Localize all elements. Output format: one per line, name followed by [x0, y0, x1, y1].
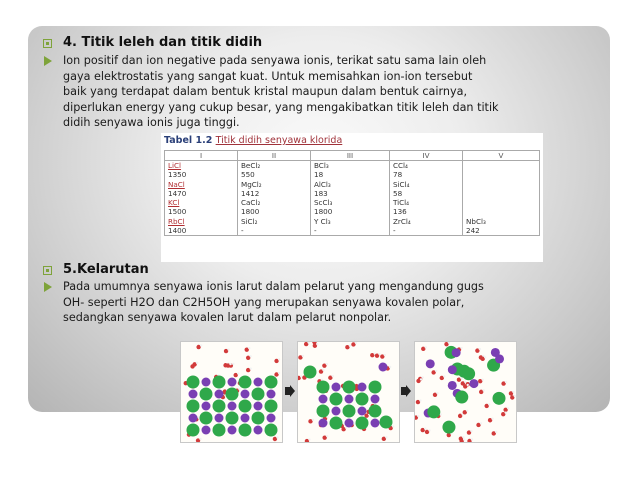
- table-cell: AlCl₃: [311, 180, 390, 189]
- table-cell: 58: [390, 189, 463, 198]
- square-bullet-icon: [43, 266, 52, 275]
- water-hydrogen: [199, 438, 201, 440]
- column-header: IV: [390, 151, 463, 161]
- chloride-ion: [213, 400, 226, 413]
- water-hydrogen: [389, 366, 391, 368]
- water-hydrogen: [467, 384, 469, 386]
- table-cell: CCl₄: [390, 161, 463, 171]
- table-cell: -: [390, 226, 463, 236]
- chloride-ion: [252, 388, 265, 401]
- paragraph-line: Pada umumnya senyawa ionis larut dalam pelarut yang mengandung gugs: [63, 280, 484, 293]
- chloride-ion: [462, 367, 475, 380]
- water-hydrogen: [302, 355, 304, 357]
- chloride-ion: [187, 424, 200, 437]
- water-hydrogen: [316, 343, 318, 345]
- water-hydrogen: [462, 436, 464, 438]
- table-row: [165, 226, 540, 236]
- sodium-ion: [215, 390, 224, 399]
- chloride-ion: [493, 392, 506, 405]
- water-hydrogen: [512, 391, 514, 393]
- table-cell: -: [311, 226, 390, 236]
- sodium-ion: [426, 359, 435, 368]
- water-hydrogen: [420, 378, 422, 380]
- table-cell: 1800: [238, 207, 311, 216]
- sodium-ion: [358, 383, 367, 392]
- table-cell: [463, 207, 540, 216]
- chloride-ion: [304, 366, 317, 379]
- water-hydrogen: [278, 372, 280, 374]
- sodium-ion: [202, 426, 211, 435]
- table-cell: RbCl: [165, 217, 238, 226]
- water-hydrogen: [460, 347, 462, 349]
- sodium-ion: [202, 378, 211, 387]
- water-hydrogen: [424, 427, 426, 429]
- sodium-ion: [215, 414, 224, 423]
- water-hydrogen: [505, 381, 507, 383]
- table-cell: 18: [311, 170, 390, 179]
- paragraph-line: Ion positif dan ion negative pada senyawa ionis, terikat satu sama lain oleh: [63, 54, 487, 67]
- table-row: [165, 180, 540, 189]
- water-hydrogen: [232, 363, 234, 365]
- table-cell: SiCl₂: [238, 217, 311, 226]
- water-hydrogen: [466, 410, 468, 412]
- chloride-ion: [380, 416, 393, 429]
- sodium-ion: [332, 383, 341, 392]
- sodium-ion: [254, 402, 263, 411]
- chloride-ion: [317, 381, 330, 394]
- table-row: [165, 198, 540, 207]
- water-hydrogen: [417, 415, 419, 417]
- water-hydrogen: [308, 438, 310, 440]
- water-hydrogen: [238, 388, 240, 390]
- water-hydrogen: [392, 425, 394, 427]
- chloride-ion: [213, 424, 226, 437]
- dissolution-image-3: [414, 341, 517, 443]
- table-cell: KCl: [165, 198, 238, 207]
- arrow-bullet-icon: [44, 282, 52, 292]
- table-header-row: [165, 151, 540, 161]
- sodium-ion: [189, 414, 198, 423]
- water-hydrogen: [378, 353, 380, 355]
- water-hydrogen: [249, 367, 251, 369]
- table-cell: NbCl₃: [463, 217, 540, 226]
- table-cell: BCl₃: [311, 161, 390, 171]
- table-cell: 1470: [165, 189, 238, 198]
- table-cell: 136: [390, 207, 463, 216]
- chloride-boiling-point-table: [161, 133, 543, 262]
- water-hydrogen: [463, 438, 465, 440]
- sodium-ion: [228, 378, 237, 387]
- water-hydrogen: [196, 362, 198, 364]
- water-hydrogen: [495, 431, 497, 433]
- table-cell: NaCl: [165, 180, 238, 189]
- chloride-ion: [427, 405, 440, 418]
- chloride-ion: [369, 405, 382, 418]
- sodium-ion: [491, 348, 500, 357]
- chloride-ion: [239, 400, 252, 413]
- water-hydrogen: [483, 389, 485, 391]
- arrow-bullet-icon: [44, 56, 52, 66]
- sodium-ion: [267, 390, 276, 399]
- sodium-ion: [267, 414, 276, 423]
- table-row: [165, 170, 540, 179]
- table-cell: 1412: [238, 189, 311, 198]
- chloride-ion: [442, 421, 455, 434]
- sodium-ion: [448, 365, 457, 374]
- water-hydrogen: [443, 375, 445, 377]
- table-cell: TiCl₄: [390, 198, 463, 207]
- table-cell: [463, 161, 540, 171]
- table-cell: CaCl₂: [238, 198, 311, 207]
- table-title: [164, 135, 342, 146]
- table-cell: 1400: [165, 226, 238, 236]
- table-cell: -: [238, 226, 311, 236]
- table-cell: [463, 170, 540, 179]
- table-cell: [463, 180, 540, 189]
- sodium-ion: [469, 379, 478, 388]
- chloride-ion: [252, 412, 265, 425]
- table-row: [165, 161, 540, 171]
- sodium-ion: [358, 407, 367, 416]
- water-hydrogen: [419, 399, 421, 401]
- water-hydrogen: [312, 419, 314, 421]
- chloride-ion: [369, 381, 382, 394]
- chloride-ion: [239, 376, 252, 389]
- water-hydrogen: [300, 375, 302, 377]
- chloride-ion: [356, 417, 369, 430]
- table-cell: Y Cl₃: [311, 217, 390, 226]
- water-hydrogen: [237, 372, 239, 374]
- water-hydrogen: [227, 348, 229, 350]
- water-hydrogen: [425, 346, 427, 348]
- water-hydrogen: [276, 436, 278, 438]
- sodium-ion: [448, 381, 457, 390]
- water-hydrogen: [514, 395, 516, 397]
- section-2-paragraph: [63, 279, 484, 326]
- sodium-ion: [319, 419, 328, 428]
- sodium-ion: [228, 402, 237, 411]
- right-arrow-icon: [401, 385, 411, 397]
- water-hydrogen: [322, 369, 324, 371]
- sodium-ion: [371, 395, 380, 404]
- chloride-ion: [343, 381, 356, 394]
- data-table: [164, 150, 540, 236]
- water-hydrogen: [436, 392, 438, 394]
- sodium-ion: [202, 402, 211, 411]
- paragraph-line: gaya elektrostatis yang sangat kuat. Untuk memisahkan ion-ion tersebut: [63, 69, 473, 83]
- chloride-ion: [265, 400, 278, 413]
- water-hydrogen: [435, 370, 437, 372]
- sodium-ion: [254, 378, 263, 387]
- water-hydrogen: [507, 407, 509, 409]
- water-hydrogen: [349, 345, 351, 347]
- right-arrow-icon: [285, 385, 295, 397]
- sodium-ion: [379, 363, 388, 372]
- water-hydrogen: [326, 363, 328, 365]
- chloride-ion: [265, 376, 278, 389]
- column-header: III: [311, 151, 390, 161]
- table-cell: ScCl₃: [311, 198, 390, 207]
- water-hydrogen: [428, 429, 430, 431]
- water-hydrogen: [278, 358, 280, 360]
- chloride-ion: [343, 405, 356, 418]
- section-2-heading: 5.Kelarutan: [63, 262, 149, 277]
- water-hydrogen: [384, 354, 386, 356]
- chloride-ion: [200, 388, 213, 401]
- table-cell: 78: [390, 170, 463, 179]
- water-hydrogen: [229, 363, 231, 365]
- chloride-ion: [200, 412, 213, 425]
- table-row: [165, 217, 540, 226]
- water-hydrogen: [482, 378, 484, 380]
- sodium-ion: [189, 390, 198, 399]
- water-hydrogen: [470, 430, 472, 432]
- table-cell: ZrCl₄: [390, 217, 463, 226]
- water-hydrogen: [249, 355, 251, 357]
- square-bullet-icon: [43, 39, 52, 48]
- table-row: [165, 207, 540, 216]
- table-cell: 1800: [311, 207, 390, 216]
- chloride-ion: [356, 393, 369, 406]
- table-title-text: Titik didih senyawa klorida: [215, 135, 343, 146]
- sodium-ion: [345, 395, 354, 404]
- column-header: II: [238, 151, 311, 161]
- chloride-ion: [330, 417, 343, 430]
- table-cell: 183: [311, 189, 390, 198]
- section-1-heading: 4. Titik leleh dan titik didih: [63, 35, 263, 50]
- table-cell: [463, 189, 540, 198]
- table-cell: BeCl₂: [238, 161, 311, 171]
- table-cell: 242: [463, 226, 540, 236]
- water-hydrogen: [332, 375, 334, 377]
- chloride-ion: [187, 376, 200, 389]
- chloride-ion: [455, 391, 468, 404]
- table-cell: 1350: [165, 170, 238, 179]
- sodium-ion: [332, 407, 341, 416]
- paragraph-line: didih senyawa ionis juga tinggi.: [63, 116, 240, 129]
- column-header: V: [463, 151, 540, 161]
- paragraph-line: sedangkan senyawa kovalen larut dalam pelarut nonpolar.: [63, 311, 392, 324]
- paragraph-line: diperlukan energy yang cukup besar, yang mengakibatkan titik leleh dan titik: [63, 100, 499, 114]
- paragraph-line: OH- seperti H2O dan C2H5OH yang merupakan senyawa kovalen polar,: [63, 295, 465, 309]
- water-hydrogen: [385, 436, 387, 438]
- chloride-ion: [239, 424, 252, 437]
- dissolution-image-2: [297, 341, 400, 443]
- water-hydrogen: [491, 418, 493, 420]
- chloride-ion: [330, 393, 343, 406]
- chloride-ion: [226, 412, 239, 425]
- table-cell: SiCl₄: [390, 180, 463, 189]
- paragraph-line: baik yang terdapat dalam bentuk kristal maupun dalam bentuk cairnya,: [63, 85, 468, 98]
- chloride-ion: [187, 400, 200, 413]
- chloride-ion: [317, 405, 330, 418]
- table-row: [165, 189, 540, 198]
- water-hydrogen: [484, 356, 486, 358]
- dissolution-image-1: [180, 341, 283, 443]
- water-hydrogen: [505, 411, 507, 413]
- sodium-ion: [228, 426, 237, 435]
- table-cell: [463, 198, 540, 207]
- table-title-prefix: Tabel 1.2: [164, 135, 213, 146]
- sodium-ion: [241, 390, 250, 399]
- water-hydrogen: [421, 376, 423, 378]
- chloride-ion: [265, 424, 278, 437]
- sodium-ion: [319, 395, 328, 404]
- water-hydrogen: [479, 348, 481, 350]
- sodium-ion: [254, 426, 263, 435]
- sodium-ion: [371, 419, 380, 428]
- water-hydrogen: [471, 438, 473, 440]
- sodium-ion: [345, 419, 354, 428]
- sodium-ion: [241, 414, 250, 423]
- table-cell: 550: [238, 170, 311, 179]
- water-hydrogen: [326, 435, 328, 437]
- table-cell: LiCl: [165, 161, 238, 171]
- sodium-ion: [452, 348, 461, 357]
- table-cell: MgCl₂: [238, 180, 311, 189]
- table-cell: 1500: [165, 207, 238, 216]
- water-hydrogen: [248, 347, 250, 349]
- column-header: I: [165, 151, 238, 161]
- water-hydrogen: [488, 403, 490, 405]
- water-hydrogen: [480, 422, 482, 424]
- chloride-ion: [213, 376, 226, 389]
- chloride-ion: [226, 388, 239, 401]
- water-hydrogen: [200, 344, 202, 346]
- section-1-paragraph: [63, 53, 499, 131]
